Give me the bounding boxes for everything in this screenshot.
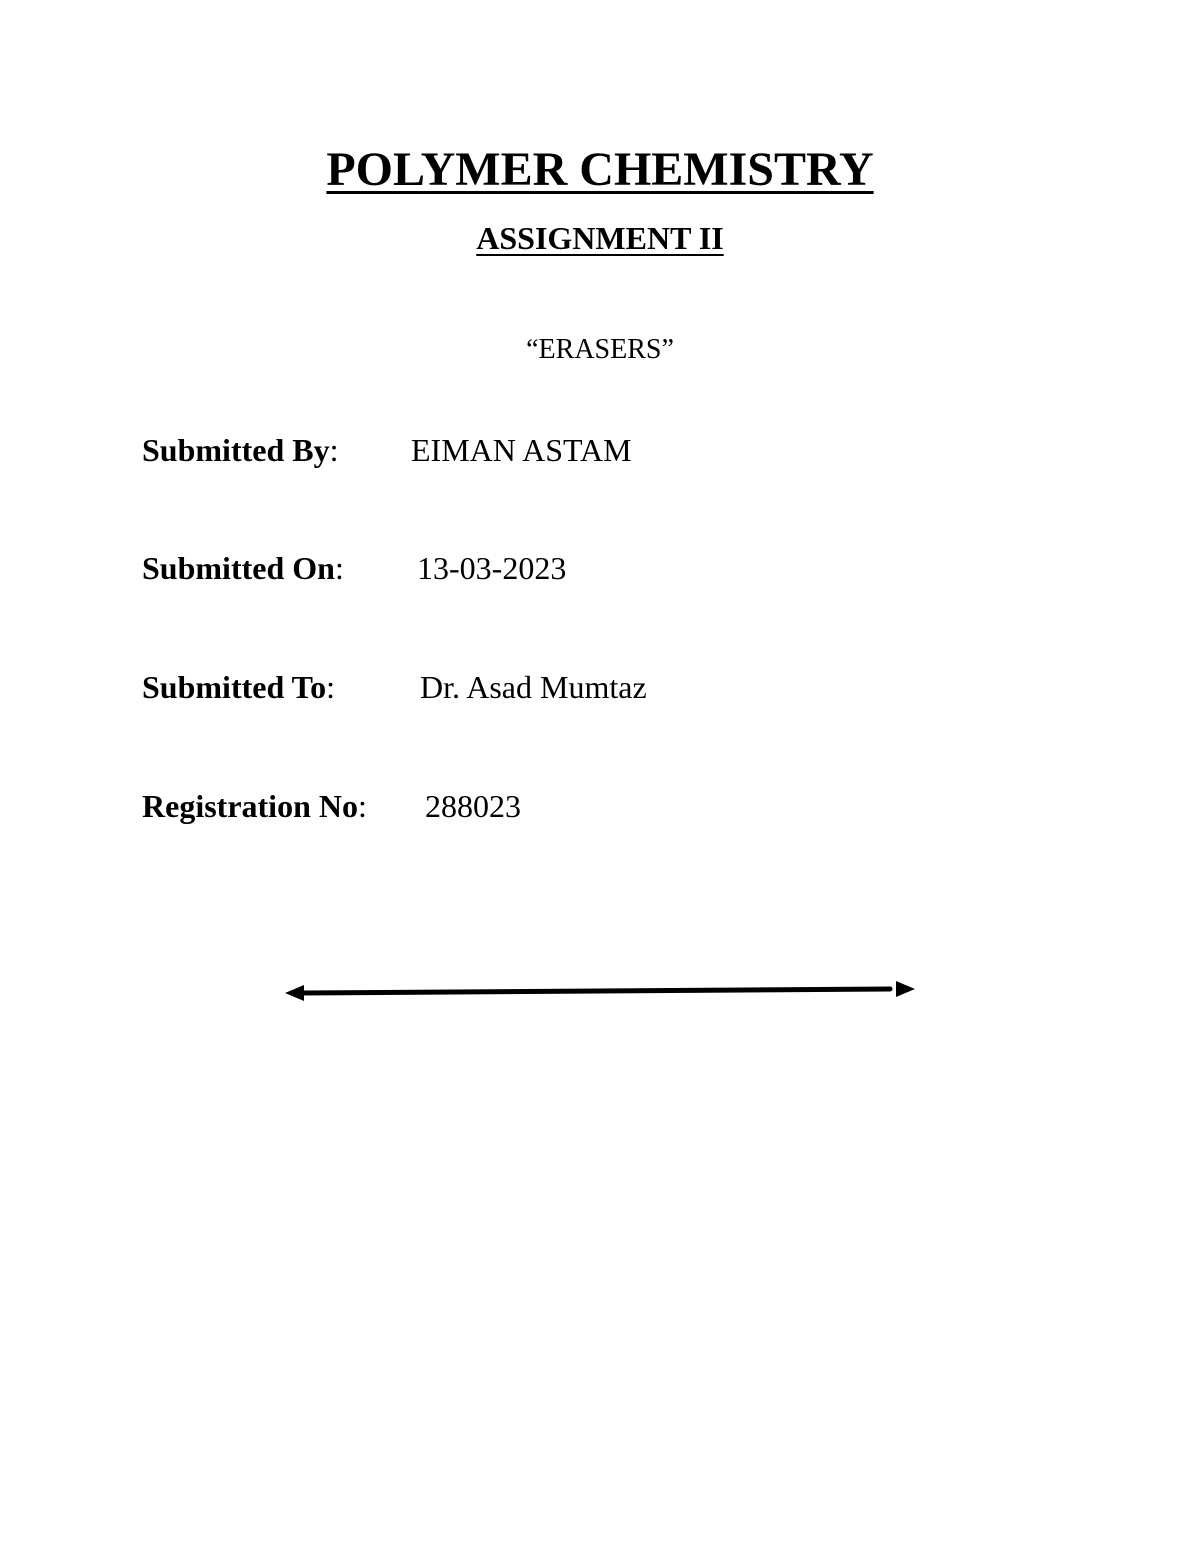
assignment-subtitle-text: ASSIGNMENT II (476, 220, 724, 256)
double-headed-arrow-icon (280, 972, 920, 1008)
submitted-to-label: Submitted To (142, 669, 327, 705)
assignment-subtitle (0, 218, 1200, 258)
submitted-by-value: EIMAN ASTAM (411, 432, 632, 468)
submitted-by-label: Submitted By (142, 432, 330, 468)
submitted-on-label: Submitted On (142, 550, 335, 586)
submitted-to-field (142, 667, 647, 707)
submitted-by-colon: : (329, 432, 339, 468)
registration-no-value: 288023 (425, 788, 521, 824)
registration-no-label: Registration No (142, 788, 358, 824)
submitted-on-colon: : (334, 550, 344, 586)
submitted-to-colon: : (326, 669, 335, 705)
registration-no-colon: : (357, 788, 367, 824)
submitted-by-field (142, 430, 632, 470)
submitted-on-value: 13-03-2023 (417, 550, 567, 586)
submitted-on-field (142, 548, 567, 588)
document-title (0, 140, 1200, 200)
registration-no-field (142, 786, 521, 826)
assignment-topic: “ERASERS” (526, 334, 674, 365)
document-title-text: POLYMER CHEMISTRY (326, 143, 874, 196)
submitted-to-value: Dr. Asad Mumtaz (420, 669, 647, 705)
